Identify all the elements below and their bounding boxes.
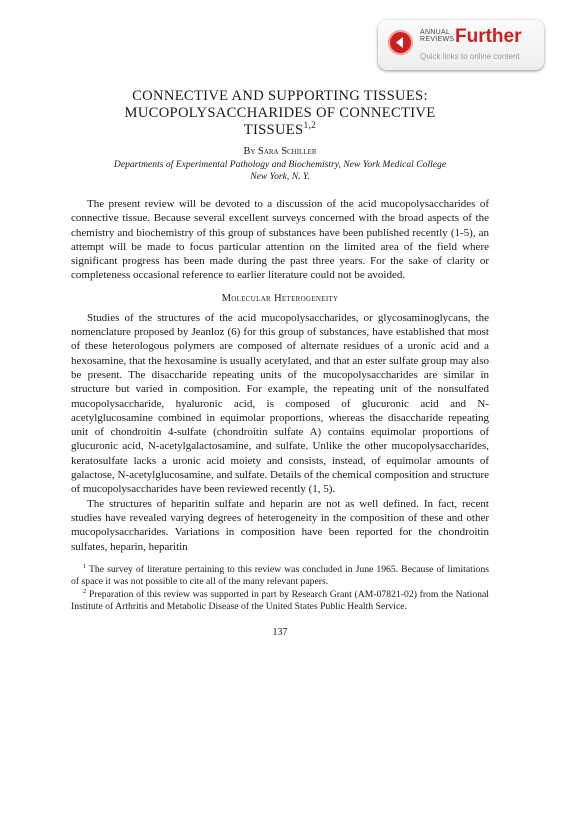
body-paragraph-2: Studies of the structures of the acid mucopolysaccharides, or glycosaminoglycans, the nomenclature proposed by Jeanloz (6) for this group of substances, have established that most of these heterologous polymers are composed of alternate residues of a uronic acid and a hexosamine, that the hexosamine is usually acetylated, and that an ester sulfate group may also be present. The disaccharide repeating units of the mucopolysaccharides are similar in structure but varied in composition. For example, the repeating unit of the nonsulfated mucopolysaccharide, hyaluronic acid, is composed of glucuronic acid and N-acetylglucosamine combined in equimolar proportions, whereas the disaccharide repeating unit of chondroitin 4-sulfate (chondroitin sulfate A) contains equimolar proportions of glucuronic acid, N-acetylgalactosamine, and sulfate. Unlike the other mucopolysaccharides, keratosulfate lacks a uronic acid moiety and consists, instead, of equimolar amounts of galactose, N-acetylglucosamine, and sulfate. Details of the chemical composition and structure of mucopolysaccharides have been reviewed recently (1, 5). <box>71 311 489 496</box>
footnote-mark: 2 <box>83 587 87 595</box>
affiliation-line-1: Departments of Experimental Pathology and Biochemistry, New York Medical College <box>113 159 447 170</box>
footnote-mark: 1 <box>83 562 87 570</box>
body-paragraph-3: The structures of heparitin sulfate and heparin are not as well defined. In fact, recent studies have revealed varying degrees of heterogeneity in the composition of these and other mucopolysaccharides. Variations in composition have been reported for the chondroitin sulfates, heparin, heparitin <box>71 497 489 553</box>
annual-label: ANNUAL <box>420 29 451 36</box>
by-label: By <box>243 146 256 157</box>
annual-reviews-further-badge[interactable] <box>378 20 544 70</box>
quick-links-label[interactable]: Quick links to online content <box>420 52 520 61</box>
play-arrow-icon[interactable] <box>388 30 413 55</box>
further-label: Further <box>455 26 522 47</box>
article-page <box>71 88 489 638</box>
footnote-2 <box>71 589 489 614</box>
footnotes <box>71 564 489 614</box>
footnote-text: The survey of literature pertaining to this review was concluded in June 1965. Because of limitations of space it was not possible to cite all of the many relevant papers. <box>71 563 489 588</box>
intro-paragraph: The present review will be devoted to a discussion of the acid mucopolysaccharides of connective tissue. Because several excellent surveys concerned with the broad aspects of the chemistry and biochemistry of this group of substances have been published recently (1-5), an attempt will be made to focus particular attention on the limited area of the field where significant progress has been made during the past three years. For the sake of clarity or completeness occasional reference to earlier literature could not be avoided. <box>71 198 489 282</box>
footnote-text: Preparation of this review was supported in part by Research Grant (AM-07821-02) from the National Institute of Arthritis and Metabolic Disease of the United States Public Health Service. <box>71 588 489 613</box>
title-line-2: MUCOPOLYSACCHARIDES OF CONNECTIVE <box>124 105 436 121</box>
byline <box>71 145 489 158</box>
title-footnote-marks: 1,2 <box>303 121 317 132</box>
affiliation-line-2: New York, N. Y. <box>250 171 310 182</box>
footnote-1 <box>71 564 489 589</box>
author-name: Sara Schiller <box>258 146 317 157</box>
title-line-1: CONNECTIVE AND SUPPORTING TISSUES: <box>132 88 428 104</box>
affiliation <box>71 159 489 183</box>
page-number: 137 <box>272 627 288 639</box>
article-title <box>71 88 489 139</box>
title-line-3: TISSUES <box>243 122 304 138</box>
reviews-label: REVIEWS <box>420 36 455 43</box>
section-heading: Molecular Heterogeneity <box>221 292 339 304</box>
